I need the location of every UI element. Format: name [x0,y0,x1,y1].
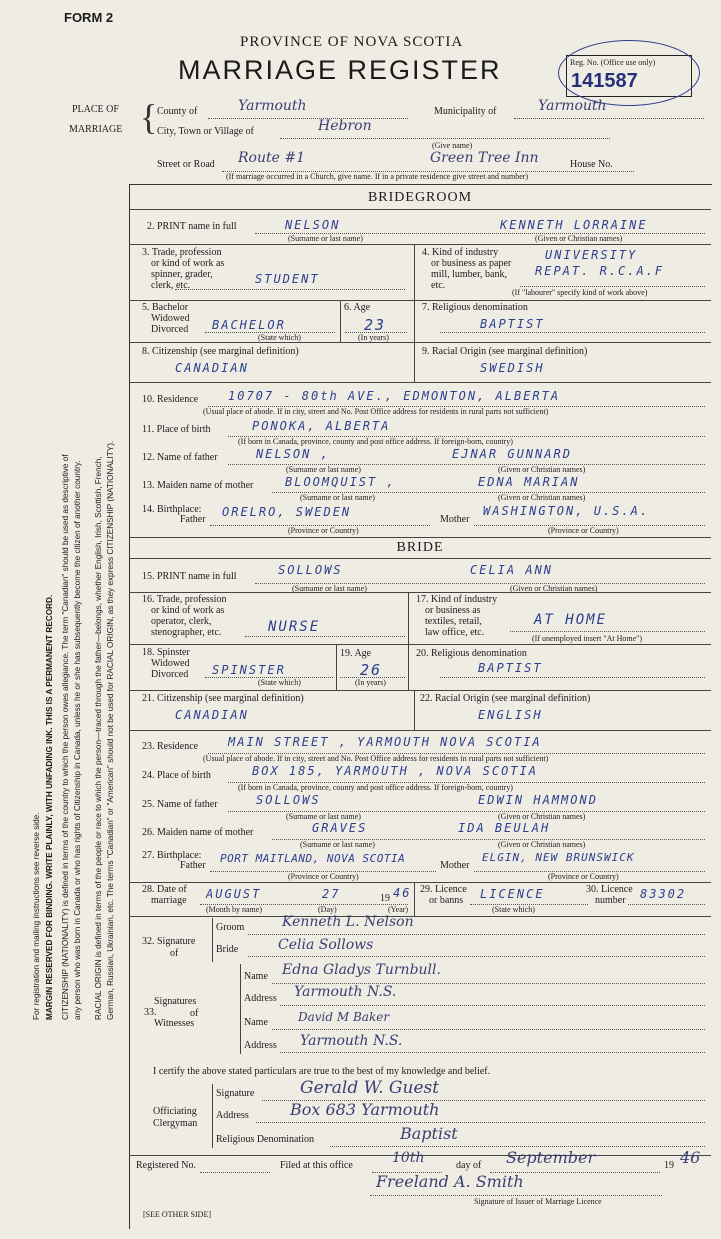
church-value: Green Tree Inn [430,150,539,166]
bride-birthplace-label: 27. Birthplace: [142,850,202,861]
groom-birthplace-label: 14. Birthplace: [142,504,202,515]
registered-label: Registered No. [136,1160,196,1171]
witnesses-label-witnesses: Witnesses [154,1018,195,1029]
groom-given-caption: (Given or Christian names) [535,234,623,243]
groom-status-l2: Widowed [151,313,190,324]
place-label-2: MARRIAGE [69,124,123,135]
bride-status-l3: Divorced [151,669,189,680]
marriage-month: AUGUST [206,887,262,901]
groom-industry-l1: 4. Kind of industry [422,247,499,258]
groom-father-given-caption: (Given or Christian names) [498,465,586,474]
groom-status: BACHELOR [212,318,286,332]
groom-trade-label [142,247,224,291]
groom-industry-1: UNIVERSITY [545,248,638,262]
groom-industry-l4: etc. [431,280,446,291]
groom-citizen: CANADIAN [175,361,249,375]
groom-fbirth-caption: (Province or Country) [288,526,359,535]
bride-mother-surname: GRAVES [312,821,368,835]
bride-state-caption: (State which) [258,678,301,687]
issuer-caption: Signature of Issuer of Marriage Licence [474,1197,602,1206]
groom-birthplace-mother-label: Mother [440,514,470,525]
groom-father-birthplace: ORELRO, SWEDEN [222,505,352,519]
groom-residence-label: 10. Residence [142,394,199,405]
bride-industry-caption: (If unemployed insert "At Home") [532,634,643,643]
bride-father-label: 25. Name of father [142,799,218,810]
bride-citizen: CANADIAN [175,708,249,722]
signature-label-l2: of [170,948,179,959]
groom-trade-l3: spinner, grader, [151,269,213,280]
bride-trade-label [142,594,226,638]
marriage-year-caption: (Year) [388,905,409,914]
bride-religion: BAPTIST [478,661,543,675]
marriage-date-label [142,884,187,906]
groom-age-label: 6. Age [344,302,371,313]
bride-residence-label: 23. Residence [142,741,199,752]
marriage-day-caption: (Day) [318,905,337,914]
licence-type-label [420,884,467,906]
filed-label: Filed at this office [280,1160,353,1171]
licence-number: 83302 [640,887,687,901]
filed-month: September [506,1148,596,1167]
bride-industry-l4: law office, etc. [425,627,485,638]
bride-mother-given-caption: (Given or Christian names) [498,840,586,849]
bride-trade-l4: stenographer, etc. [151,627,222,638]
bride-religion-label: 20. Religious denomination [416,648,527,659]
bride-birthplace-mother-label: Mother [440,860,470,871]
clergy-denom-label: Religious Denomination [216,1134,315,1145]
groom-residence: 10707 - 80th AVE., EDMONTON, ALBERTA [228,389,561,403]
bride-signature: Celia Sollows [278,937,374,953]
groom-surname: NELSON [285,218,341,232]
groom-industry-l3: mill, lumber, bank, [431,269,507,280]
clergy-sig-label: Signature [216,1088,255,1099]
clergy-denomination: Baptist [400,1124,458,1143]
street-value: Route #1 [238,150,305,166]
groom-mother-given: EDNA MARIAN [478,475,580,489]
margin-text-1: For registration and mailing instructions see reverse side. [32,812,41,1020]
filed-year-prefix: 19 [664,1160,674,1171]
marriage-day: 27 [322,887,341,901]
street-label: Street or Road [157,159,215,170]
witness1-address-label: Address [244,993,277,1004]
bride-industry-l3: textiles, retail, [425,616,482,627]
groom-father-surname: NELSON , [256,447,330,461]
groom-birth: PONOKA, ALBERTA [252,419,391,433]
see-other-side: [SEE OTHER SIDE] [143,1210,211,1219]
groom-status-label [142,302,189,335]
officiating-l1: Officiating [153,1106,197,1117]
bride-mother-surname-caption: (Surname or last name) [300,840,375,849]
issuer-signature: Freeland A. Smith [376,1172,524,1191]
groom-citizen-label: 8. Citizenship (see marginal definition) [142,346,299,357]
bride-given-caption: (Given or Christian names) [510,584,598,593]
bride-status-l1: 18. Spinster [142,647,190,658]
groom-name-label-text: 2. PRINT name in full [147,221,237,232]
bride-citizen-label: 21. Citizenship (see marginal definition) [142,693,304,704]
place-note: (If marriage occurred in a Church, give name. If in a private residence give street and number) [226,172,529,181]
city-value: Hebron [318,118,372,134]
bride-mother-label: 26. Maiden name of mother [142,827,254,838]
margin-text-5: RACIAL ORIGIN is defined in terms of the people or race to which the person—traced through the father—belongs, whether English, Irish, Scottish, French, [94,456,103,1020]
bride-age-label: 19. Age [340,648,372,659]
margin-text-2: MARGIN RESERVED FOR BINDING. WRITE PLAINLY, WITH UNFADING INK. THIS IS A PERMANENT RECORD. [45,594,54,1020]
groom-surname-caption: (Surname or last name) [288,234,363,243]
licence-type: LICENCE [480,887,545,901]
bride-birth-label: 24. Place of birth [142,770,211,781]
groom-mother-given-caption: (Given or Christian names) [498,493,586,502]
bride-given: CELIA ANN [470,563,554,577]
licence-number-label [586,884,633,906]
bride-surname: SOLLOWS [278,563,343,577]
bride-father-birthplace: PORT MAITLAND, NOVA SCOTIA [220,852,406,865]
bride-industry-l1: 17. Kind of industry [416,594,498,605]
bride-racial: ENGLISH [478,708,543,722]
marriage-month-caption: (Month by name) [206,905,262,914]
bride-industry: AT HOME [534,612,608,628]
groom-birth-caption: (If born in Canada, province, county and post office address. If foreign-born, country) [238,437,513,446]
groom-industry-caption: (If "labourer" specify kind of work above) [512,288,648,297]
filed-day: 10th [392,1150,425,1166]
bride-status: SPINSTER [212,663,286,677]
groom-mbirth-caption: (Province or Country) [548,526,619,535]
page-title: MARRIAGE REGISTER [178,55,502,85]
groom-status-l1: 5. Bachelor [142,302,189,313]
municipality-value: Yarmouth [538,98,607,114]
groom-sig-label: Groom [216,922,245,933]
witness1-address: Yarmouth N.S. [294,984,397,1000]
bride-mother-birthplace: ELGIN, NEW BRUNSWICK [482,851,635,864]
bride-father-surname: SOLLOWS [256,793,321,807]
margin-text-4: any person who was born in Canada or who has rights of Citizenship in Canada, unless he or she has subsequently become the citizen of another country. [73,460,82,1020]
licence-type-l1: 29. Licence [420,884,467,895]
bride-age: 26 [360,661,383,679]
house-label: House No. [570,159,613,170]
clergy-signature: Gerald W. Guest [300,1078,440,1098]
groom-mother-surname: BLOOMQUIST , [285,475,396,489]
groom-racial: SWEDISH [480,361,545,375]
reg-number-label: Reg. No. (Office use only) [570,58,656,67]
witnesses-label-of: of [190,1008,199,1019]
bride-trade-l1: 16. Trade, profession [142,594,227,605]
groom-industry-label [422,247,511,291]
bride-father-surname-caption: (Surname or last name) [286,812,361,821]
bride-industry-label [416,594,497,638]
signature-label [142,936,195,960]
officiating-l2: Clergyman [153,1118,198,1129]
bride-residence: MAIN STREET , YARMOUTH NOVA SCOTIA [228,735,542,749]
signature-label-l1: 32. Signature [142,936,196,947]
groom-given: KENNETH LORRAINE [500,218,648,232]
municipality-label: Municipality of [434,106,497,117]
licence-type-caption: (State which) [492,905,535,914]
groom-birth-label: 11. Place of birth [142,424,211,435]
bride-trade-l2: or kind of work as [151,605,225,616]
witness2-address-label: Address [244,1040,277,1051]
clergy-address: Box 683 Yarmouth [290,1100,440,1119]
marriage-year-prefix: 19 [380,893,390,904]
reg-number-value: 141587 [571,70,638,92]
bride-industry-l2: or business as [425,605,481,616]
groom-name-label [147,221,237,232]
bride-mbirth-caption: (Province or Country) [548,872,619,881]
bride-trade-l3: operator, clerk, [151,616,212,627]
groom-age: 23 [364,316,387,334]
filed-year: 46 [680,1148,701,1167]
groom-trade: STUDENT [255,272,320,286]
groom-state-caption: (State which) [258,333,301,342]
bridegroom-heading: BRIDEGROOM [367,190,473,205]
reg-number-stamp-circle [558,40,700,106]
margin-text-3: CITIZENSHIP (NATIONALITY) is defined in terms of the country to which the person owes allegiance. The term "Canadian" should be used as descriptive of [61,454,70,1020]
groom-years-caption: (In years) [358,333,389,342]
marriage-date-l1: 28. Date of [142,884,187,895]
groom-father-label: 12. Name of father [142,452,218,463]
groom-birthplace-father-label: Father [180,514,206,525]
groom-mother-surname-caption: (Surname or last name) [300,493,375,502]
county-value: Yarmouth [238,98,307,114]
bride-residence-caption: (Usual place of abode. If in city, street and No. Post Office address for residents in rural parts not sufficient) [203,754,549,763]
bride-father-given: EDWIN HAMMOND [478,793,598,807]
clergy-address-label: Address [216,1110,249,1121]
groom-religion: BAPTIST [480,317,545,331]
witness2-address: Yarmouth N.S. [300,1033,403,1049]
bride-birth-caption: (If born in Canada, province, county and post office address. If foreign-born, country) [238,783,513,792]
bride-trade: NURSE [268,619,321,635]
witnesses-label-l1: Signatures [154,996,197,1007]
groom-trade-l1: 3. Trade, profession [142,247,222,258]
witness2-name: David M Baker [298,1010,390,1024]
bride-status-label [142,647,190,680]
officiating-label [153,1106,197,1130]
city-label: City, Town or Village of [157,126,254,137]
bride-heading: BRIDE [396,540,444,555]
bride-status-l2: Widowed [151,658,190,669]
groom-residence-caption: (Usual place of abode. If in city, street and No. Post Office address for residents in rural parts not sufficient) [203,407,549,416]
groom-industry-2: REPAT. R.C.A.F [535,264,665,278]
bride-sig-label: Bride [216,944,239,955]
groom-signature: Kenneth L. Nelson [282,914,414,930]
groom-racial-label: 9. Racial Origin (see marginal definition) [422,346,588,357]
bride-birth: BOX 185, YARMOUTH , NOVA SCOTIA [252,764,538,778]
groom-father-given: EJNAR GUNNARD [452,447,572,461]
groom-status-l3: Divorced [151,324,189,335]
groom-mother-birthplace: WASHINGTON, U.S.A. [483,504,650,518]
bride-birthplace-father-label: Father [180,860,206,871]
give-name-caption: (Give name) [432,141,473,150]
bride-father-given-caption: (Given or Christian names) [498,812,586,821]
groom-mother-label: 13. Maiden name of mother [142,480,254,491]
groom-trade-l4: clerk, etc. [151,280,191,291]
bride-surname-caption: (Surname or last name) [292,584,367,593]
licence-number-l1: 30. Licence [586,884,633,895]
certify-statement: I certify the above stated particulars are true to the best of my knowledge and belief. [153,1066,491,1077]
province-heading: PROVINCE OF NOVA SCOTIA [240,34,464,50]
witness1-name-label: Name [244,971,268,982]
day-of-label: day of [456,1160,482,1171]
groom-trade-l2: or kind of work as [151,258,225,269]
form-number: FORM 2 [64,10,114,25]
groom-father-surname-caption: (Surname or last name) [286,465,361,474]
witness2-name-label: Name [244,1017,268,1028]
bride-fbirth-caption: (Province or Country) [288,872,359,881]
county-label: County of [157,106,198,117]
licence-type-l2: or banns [429,895,464,906]
groom-industry-l2: or business as paper [431,258,512,269]
bride-racial-label: 22. Racial Origin (see marginal definition) [420,693,591,704]
marriage-date-l2: marriage [151,895,187,906]
bride-mother-given: IDA BEULAH [458,821,551,835]
bride-years-caption: (In years) [355,678,386,687]
licence-number-l2: number [595,895,626,906]
place-brace: { [140,97,158,137]
witness1-name: Edna Gladys Turnbull. [282,962,441,978]
marriage-year: 46 [393,886,412,900]
witnesses-label-l2: 33. [144,1007,157,1018]
groom-religion-label: 7. Religious denomination [422,302,528,313]
margin-text-6: German, Russian, Ukrainian, etc. The terms "Canadian" or "American" should not be used for RACIAL ORIGIN, as they express CITIZENSHIP (NATIONALITY). [106,440,115,1020]
bride-name-label: 15. PRINT name in full [142,571,237,582]
place-label-1: PLACE OF [72,104,119,115]
